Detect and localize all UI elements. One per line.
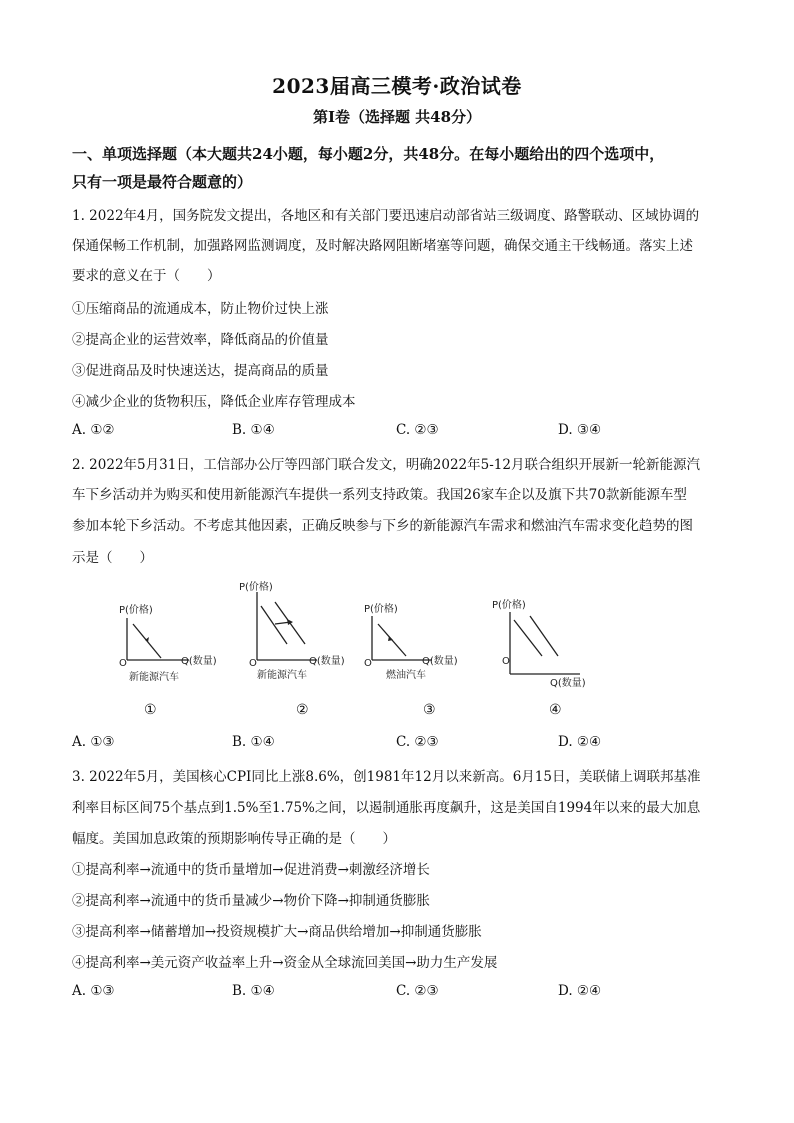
q3-option-d[interactable]: D. ②④ — [558, 983, 602, 999]
graph-4-numeral: ④ — [549, 702, 562, 718]
graph-1-caption: 新能源汽车 — [129, 672, 179, 683]
graph-4-origin: O — [502, 656, 510, 667]
q1-item: ④减少企业的货物积压，降低企业库存管理成本 — [72, 394, 356, 410]
q1-option-c[interactable]: C. ②③ — [396, 422, 439, 438]
q3-item: ①提高利率→流通中的货币量增加→促进消费→刺激经济增长 — [72, 862, 430, 878]
q1-stem-line: 1. 2022年4月，国务院发文提出，各地区和有关部门要迅速启动部省站三级调度、路警联动、区域协调的 — [72, 208, 700, 224]
graph-1-numeral: ① — [144, 702, 157, 718]
section-heading-line: 一、单项选择题（本大题共24小题，每小题2分，共48分。在每小题给出的四个选项中， — [72, 145, 665, 163]
q2-options — [72, 734, 732, 754]
graph-1-x-label: Q(数量) — [181, 656, 217, 667]
q3-option-b[interactable]: B. ①④ — [232, 983, 275, 999]
q1-item: ③促进商品及时快速送达，提高商品的质量 — [72, 363, 329, 379]
section-heading — [72, 140, 732, 196]
q2-option-a[interactable]: A. ①③ — [72, 734, 115, 750]
graph-4-x-label: Q(数量) — [550, 678, 586, 689]
graph-1-origin: O — [119, 658, 127, 669]
graph-2-caption: 新能源汽车 — [257, 670, 307, 681]
q2-stem-line: 车下乡活动并为购买和使用新能源汽车提供一系列支持政策。我国26家车企以及旗下共70款新能源车型 — [72, 487, 687, 503]
q3-options — [72, 983, 732, 1003]
graph-3-y-label: P(价格) — [364, 604, 398, 615]
q1-option-b[interactable]: B. ①④ — [232, 422, 275, 438]
exam-title: 2023届高三模考·政治试卷 — [272, 74, 522, 98]
graph-2-y-label: P(价格) — [239, 582, 273, 593]
graph-3-x-label: Q(数量) — [422, 656, 458, 667]
graph-4 — [490, 580, 630, 690]
q1-item: ①压缩商品的流通成本，防止物价过快上涨 — [72, 301, 329, 317]
graph-4-demand-curve-original — [514, 620, 542, 656]
q3-stem-line: 幅度。美国加息政策的预期影响传导正确的是（ ） — [72, 831, 396, 847]
q2-option-d[interactable]: D. ②④ — [558, 734, 602, 750]
q2-stem-line: 2. 2022年5月31日，工信部办公厅等四部门联合发文，明确2022年5-12月联合组织开展新一轮新能源汽 — [72, 457, 700, 473]
demand-graphs — [72, 580, 732, 720]
q1-options — [72, 422, 732, 442]
q3-item: ②提高利率→流通中的货币量减少→物价下降→抑制通货膨胀 — [72, 893, 430, 909]
graph-2-origin: O — [249, 658, 257, 669]
q3-stem-line: 利率目标区间75个基点到1.5%至1.75%之间，以遏制通胀再度飙升，这是美国自1994年以来的最大加息 — [72, 800, 701, 816]
q3-stem-line: 3. 2022年5月，美国核心CPI同比上涨8.6%，创1981年12月以来新高。6月15日，美联储上调联邦基准 — [72, 769, 701, 785]
graph-3-origin: O — [364, 658, 372, 669]
q3-item: ③提高利率→储蓄增加→投资规模扩大→商品供给增加→抑制通货膨胀 — [72, 924, 482, 940]
q1-item: ②提高企业的运营效率，降低商品的价值量 — [72, 332, 329, 348]
graph-3-numeral: ③ — [423, 702, 436, 718]
graph-2-demand-curve-original — [261, 606, 287, 644]
graph-1 — [117, 580, 237, 690]
q2-option-b[interactable]: B. ①④ — [232, 734, 275, 750]
q1-option-a[interactable]: A. ①② — [72, 422, 115, 438]
q2-stem-line: 示是（ ） — [72, 550, 153, 566]
q2-option-c[interactable]: C. ②③ — [396, 734, 439, 750]
q3-item: ④提高利率→美元资产收益率上升→资金从全球流回美国→助力生产发展 — [72, 955, 498, 971]
graph-2 — [237, 580, 367, 690]
q3-option-a[interactable]: A. ①③ — [72, 983, 115, 999]
q1-stem-line: 要求的意义在于（ ） — [72, 268, 221, 284]
graph-3 — [362, 580, 482, 690]
graph-2-x-label: Q(数量) — [309, 656, 345, 667]
graph-1-y-label: P(价格) — [119, 605, 153, 616]
q3-option-c[interactable]: C. ②③ — [396, 983, 439, 999]
graph-3-caption: 燃油汽车 — [386, 670, 426, 681]
q2-stem-line: 参加本轮下乡活动。不考虑其他因素，正确反映参与下乡的新能源汽车需求和燃油汽车需求变化趋势的图 — [72, 518, 693, 534]
paper-part-title: 第Ⅰ卷（选择题 共48分） — [312, 108, 482, 126]
q1-stem-line: 保通保畅工作机制，加强路网监测调度，及时解决路网阻断堵塞等问题，确保交通主干线畅通。落实上述 — [72, 238, 693, 254]
q1-option-d[interactable]: D. ③④ — [558, 422, 602, 438]
section-heading-line: 只有一项是最符合题意的） — [72, 173, 253, 191]
graph-4-y-label: P(价格) — [492, 600, 526, 611]
graph-2-numeral: ② — [296, 702, 309, 718]
graph-4-demand-curve-shifted — [530, 616, 558, 656]
